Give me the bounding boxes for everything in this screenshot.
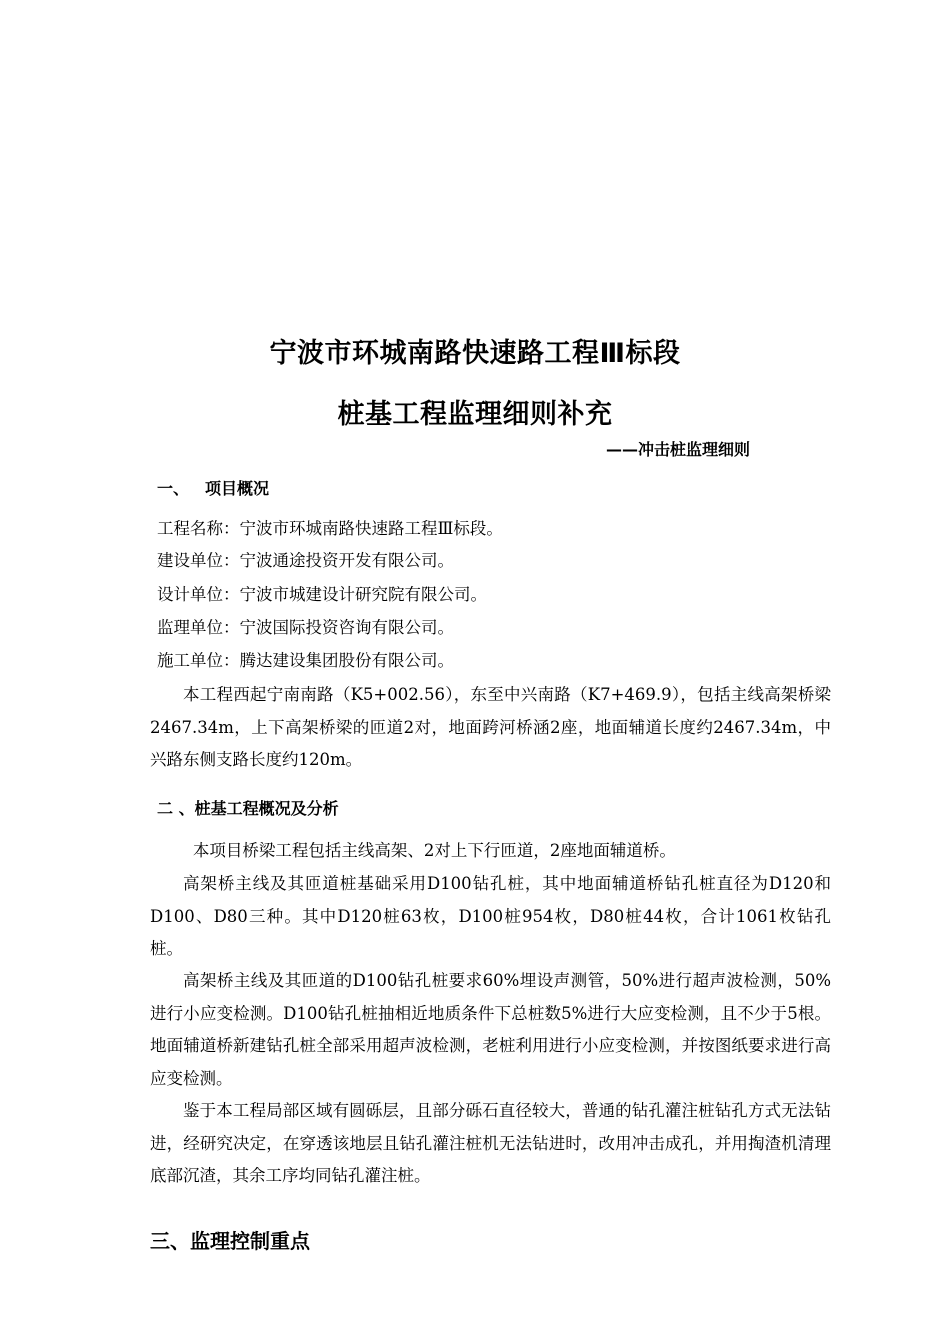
- section2-heading: 二 、桩基工程概况及分析: [157, 799, 339, 818]
- section2-paragraph-1: 本项目桥梁工程包括主线高架、2对上下行匝道，2座地面辅道桥。: [192, 841, 676, 860]
- document-title-line2: 桩基工程监理细则补充: [337, 399, 613, 430]
- info-project-name: 工程名称：宁波市环城南路快速路工程Ⅲ标段。: [157, 519, 503, 538]
- section2-paragraph-2: 高架桥主线及其匝道桩基础采用D100钻孔桩，其中地面辅道桥钻孔桩直径为D120和D100、D80三种。其中D120桩63枚，D100桩954枚，D80桩44枚，合计1061枚钻孔桩。: [150, 874, 831, 958]
- section1-title: 项目概况: [205, 479, 270, 498]
- section1-heading: [157, 476, 269, 499]
- info-contractor: 施工单位：腾达建设集团股份有限公司。: [157, 651, 454, 670]
- section3-heading: 三、监理控制重点: [150, 1229, 310, 1253]
- document-subtitle: ——冲击桩监理细则: [605, 440, 750, 459]
- section1-number: 一、: [157, 479, 190, 498]
- document-title-line1: 宁波市环城南路快速路工程Ⅲ标段: [269, 338, 681, 369]
- info-owner: 建设单位：宁波通途投资开发有限公司。: [157, 551, 454, 570]
- info-supervisor: 监理单位：宁波国际投资咨询有限公司。: [157, 618, 454, 637]
- info-designer: 设计单位：宁波市城建设计研究院有限公司。: [157, 585, 487, 604]
- section2-paragraph-4: 鉴于本工程局部区域有圆砾层，且部分砾石直径较大，普通的钻孔灌注桩钻孔方式无法钻进，经研究决定，在穿透该地层且钻孔灌注桩机无法钻进时，改用冲击成孔，并用掏渣机清理底部沉渣，其余工序均同钻孔灌注桩。: [150, 1101, 831, 1185]
- section2-paragraph-3: 高架桥主线及其匝道的D100钻孔桩要求60%埋设声测管，50%进行超声波检测，50%进行小应变检测。D100钻孔桩抽相近地质条件下总桩数5%进行大应变检测，且不少于5根。地面辅道桥新建钻孔桩全部采用超声波检测，老桩利用进行小应变检测，并按图纸要求进行高应变检测。: [150, 971, 831, 1088]
- section1-paragraph: 本工程西起宁南南路（K5+002.56），东至中兴南路（K7+469.9），包括主线高架桥梁2467.34m，上下高架桥梁的匝道2对，地面跨河桥涵2座，地面辅道长度约2467.34m，中兴路东侧支路长度约120m。: [150, 685, 831, 769]
